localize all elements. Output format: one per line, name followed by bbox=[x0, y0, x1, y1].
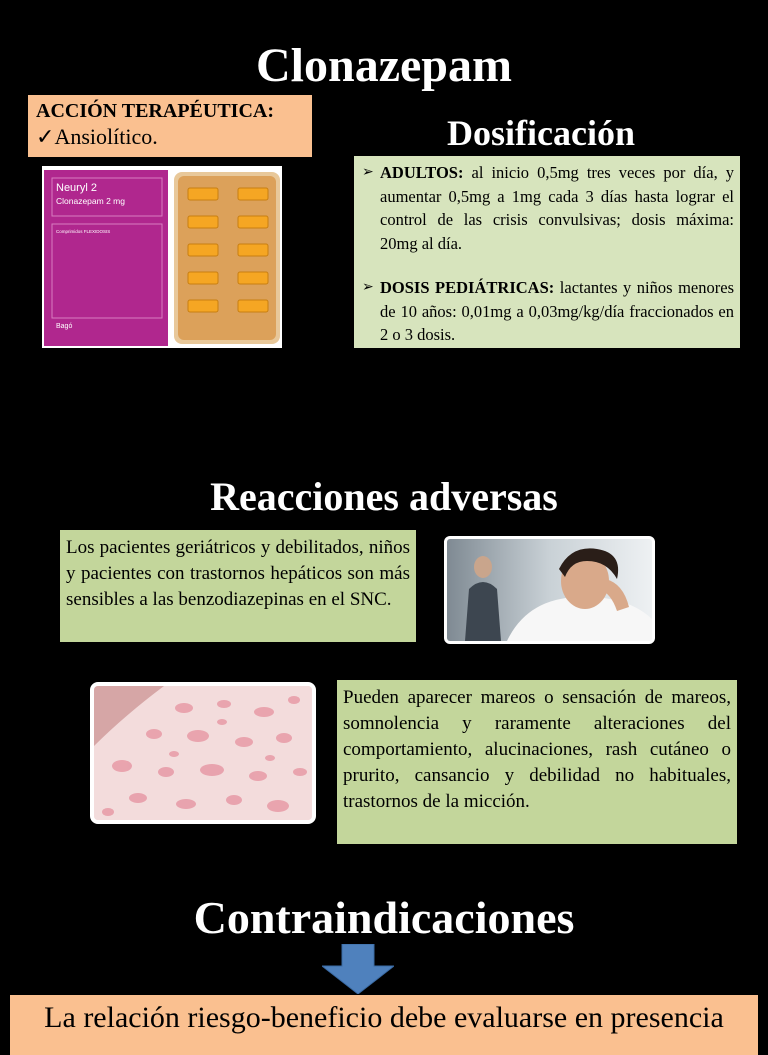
page-title: Clonazepam bbox=[256, 39, 512, 92]
check-icon: ✓ bbox=[36, 124, 55, 149]
product-form-label: Comprimidos FLEXIDOSIS bbox=[56, 229, 111, 234]
reacciones-sensibilidad-text: Los pacientes geriátricos y debilitados, niños y pacientes con trastornos hepáticos son más sensibles a las benzodiazepinas en el SNC. bbox=[66, 537, 410, 610]
product-brand-label: Neuryl 2 bbox=[56, 182, 97, 194]
dosis-pediatricas-text: lactantes y niños menores de 10 años: 0,01mg a 0,03mg/kg/día fraccionados en 2 o 3 dosis. bbox=[380, 278, 734, 344]
contraindicaciones-box bbox=[10, 995, 758, 1055]
accion-item-label: Ansiolítico. bbox=[54, 124, 158, 149]
dosis-adultos-item bbox=[362, 161, 734, 255]
reacciones-title: Reacciones adversas bbox=[210, 474, 558, 519]
arrow-bullet-icon: ➢ bbox=[362, 280, 374, 295]
accion-terapeutica-box bbox=[28, 95, 312, 157]
product-generic-label: Clonazepam 2 mg bbox=[56, 196, 125, 206]
skin-rash-image bbox=[90, 682, 316, 824]
dosis-adultos-text: al inicio 0,5mg tres veces por día, y aumentar 0,5mg a 1mg cada 3 días hasta lograr el control de las crisis convulsivas; dosis máxima: 20mg al día. bbox=[380, 163, 734, 253]
accion-heading: ACCIÓN TERAPÉUTICA: bbox=[36, 100, 274, 122]
reacciones-sensibilidad-box bbox=[60, 530, 416, 642]
tired-man-illustration bbox=[447, 539, 652, 641]
drug-product-illustration bbox=[42, 166, 282, 348]
product-maker-label: Bagó bbox=[56, 323, 73, 330]
accion-item bbox=[36, 123, 158, 151]
dosificacion-box bbox=[354, 156, 740, 348]
drug-product-image bbox=[42, 166, 282, 348]
contraindicaciones-text: La relación riesgo-beneficio debe evaluarse en presencia bbox=[44, 1001, 724, 1034]
dosis-adultos-label: ADULTOS: bbox=[380, 163, 464, 182]
tired-man-image bbox=[444, 536, 655, 644]
contraindicaciones-title: Contraindicaciones bbox=[193, 892, 575, 943]
reacciones-efectos-box bbox=[337, 680, 737, 844]
dosis-pediatricas-item bbox=[362, 276, 734, 347]
dosificacion-title: Dosificación bbox=[447, 113, 635, 153]
down-arrow-icon bbox=[322, 944, 394, 994]
skin-rash-illustration bbox=[94, 686, 312, 820]
dosis-pediatricas-label: DOSIS PEDIÁTRICAS: bbox=[380, 278, 555, 297]
arrow-bullet-icon: ➢ bbox=[362, 165, 374, 180]
reacciones-efectos-text: Pueden aparecer mareos o sensación de mareos, somnolencia y raramente alteraciones del comportamiento, alucinaciones, rash cutáneo o prurito, cansancio y debilidad no habituales, trastornos de la micción. bbox=[343, 687, 731, 812]
